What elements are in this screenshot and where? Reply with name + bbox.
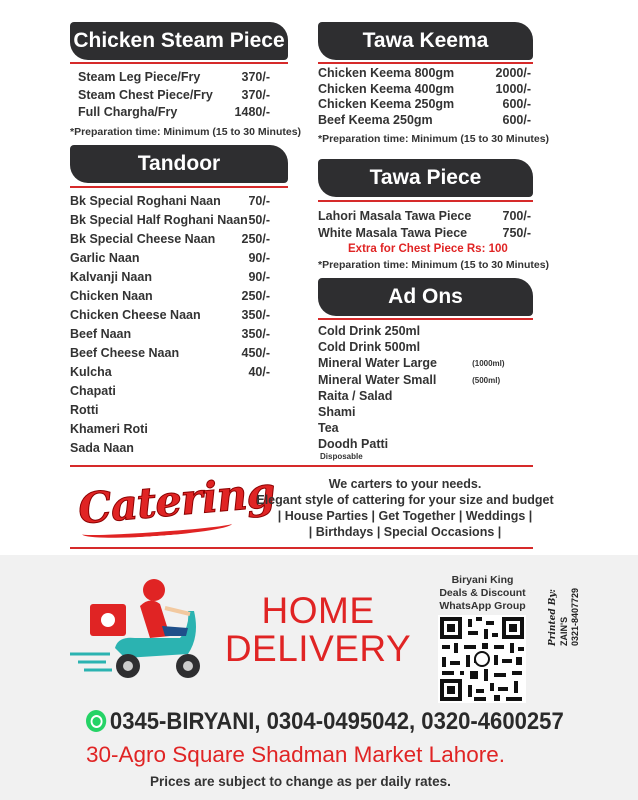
menu-item-price: 600/- xyxy=(502,112,531,127)
printed-by-label: Printed By: xyxy=(548,589,558,646)
qr-code[interactable] xyxy=(438,615,526,703)
home-delivery-line1: HOME xyxy=(261,590,375,631)
qr-title: Deals & Discount xyxy=(439,587,526,599)
menu-item xyxy=(318,421,531,437)
menu-item-name: Chapati xyxy=(70,384,116,398)
menu-item-price: 250/- xyxy=(241,232,270,246)
menu-item xyxy=(318,389,531,405)
section-divider xyxy=(70,547,533,549)
menu-item-price: 370/- xyxy=(241,87,270,102)
menu-item-price: 50/- xyxy=(248,213,270,227)
menu-item-price: 40/- xyxy=(248,365,270,379)
menu-item-name: Kalvanji Naan xyxy=(70,270,152,284)
menu-item-name: Steam Chest Piece/Fry xyxy=(78,87,213,102)
menu-item xyxy=(318,97,531,113)
menu-item xyxy=(318,324,531,340)
menu-item-price: 370/- xyxy=(241,70,270,84)
divider xyxy=(70,62,288,64)
extra-note: Extra for Chest Piece Rs: 100 xyxy=(348,243,508,255)
menu-item-price: 700/- xyxy=(502,209,531,223)
printed-by-name: ZAIN'S xyxy=(559,616,569,646)
menu-item xyxy=(70,346,270,362)
menu-item-name: Bk Special Cheese Naan xyxy=(70,232,216,246)
menu-item-name: Chicken Keema 800gm xyxy=(318,66,455,80)
printed-by-phone: 0321-8407729 xyxy=(570,587,580,646)
menu-item xyxy=(70,403,270,419)
menu-item xyxy=(78,70,270,86)
menu-item-price: 250/- xyxy=(241,289,270,303)
menu-item-name: Rotti xyxy=(70,403,99,417)
tawa-piece-header: Tawa Piece xyxy=(318,159,533,197)
menu-item xyxy=(318,82,531,98)
price-disclaimer: Prices are subject to change as per daily rates. xyxy=(150,774,451,789)
menu-item-name: Tea xyxy=(318,421,339,436)
menu-item xyxy=(318,373,531,389)
catering-line: | Birthdays | Special Occasions | xyxy=(308,525,502,539)
menu-item xyxy=(318,226,531,242)
home-delivery-line2: DELIVERY xyxy=(224,628,412,669)
menu-item-price: 70/- xyxy=(248,194,270,208)
section-divider xyxy=(70,465,533,467)
menu-item xyxy=(318,113,531,129)
catering-line: Elegant style of cattering for your size and budget xyxy=(256,493,554,507)
menu-item-name: Raita / Salad xyxy=(318,388,393,403)
menu-item-name: Cold Drink 250ml xyxy=(318,324,421,338)
menu-item-name: Bk Special Roghani Naan xyxy=(70,194,221,208)
address: 30-Agro Square Shadman Market Lahore. xyxy=(86,742,505,767)
whatsapp-icon xyxy=(86,710,106,732)
menu-item xyxy=(70,308,270,324)
menu-item-price: 450/- xyxy=(241,346,270,360)
menu-item xyxy=(70,232,270,248)
menu-item xyxy=(70,270,270,286)
menu-item-name: Chicken Keema 400gm xyxy=(318,81,455,96)
catering-line: | House Parties | Get Together | Weddings | xyxy=(277,509,533,523)
menu-item-name: Mineral Water Small xyxy=(318,372,437,387)
prep-note: *Preparation time: Minimum (15 to 30 Minutes) xyxy=(318,259,550,271)
menu-item-size: (1000ml) xyxy=(472,359,505,369)
divider xyxy=(70,186,288,188)
menu-item-name: Doodh Patti xyxy=(318,437,389,452)
menu-item xyxy=(318,356,531,372)
divider xyxy=(318,200,533,202)
menu-item-name: White Masala Tawa Piece xyxy=(318,226,468,240)
menu-item-name: Full Chargha/Fry xyxy=(78,105,178,119)
printed-by xyxy=(548,588,581,646)
menu-item-name: Garlic Naan xyxy=(70,251,140,265)
menu-item-price: 1480/- xyxy=(234,105,270,119)
divider xyxy=(318,62,533,64)
phone-text: 0345-BIRYANI, 0304-0495042, 0320-4600257 xyxy=(109,708,564,735)
tandoor-header: Tandoor xyxy=(70,145,288,183)
menu-item xyxy=(78,88,270,104)
catering-tagline: We carters to your needs. xyxy=(328,477,482,491)
menu-item-price: 350/- xyxy=(241,327,270,341)
menu-item xyxy=(318,405,531,421)
phone-numbers xyxy=(86,708,564,736)
menu-item xyxy=(70,213,270,229)
menu-item-name: Chicken Keema 250gm xyxy=(318,97,455,111)
menu-item-name: Shami xyxy=(318,405,356,419)
menu-item xyxy=(318,437,531,453)
add-ons-header: Ad Ons xyxy=(318,278,533,316)
prep-note: *Preparation time: Minimum (15 to 30 Minutes) xyxy=(70,126,302,138)
menu-item xyxy=(70,384,270,400)
menu-item-price: 1000/- xyxy=(495,81,531,96)
catering-logo: Catering xyxy=(76,467,277,534)
menu-item-name: Khameri Roti xyxy=(70,422,148,436)
scooter-illustration xyxy=(70,566,220,686)
menu-item xyxy=(70,289,270,305)
divider xyxy=(318,318,533,320)
menu-item-price: 600/- xyxy=(502,97,531,111)
menu-item-name: Chicken Naan xyxy=(70,289,153,303)
menu-item xyxy=(70,327,270,343)
menu-item-price: 90/- xyxy=(248,251,270,265)
menu-item xyxy=(70,251,270,267)
menu-item xyxy=(70,194,270,210)
menu-item-name: Cold Drink 500ml xyxy=(318,340,421,355)
qr-title: WhatsApp Group xyxy=(439,600,526,612)
menu-item-name: Beef Cheese Naan xyxy=(70,346,180,360)
menu-item-name: Lahori Masala Tawa Piece xyxy=(318,209,472,223)
menu-item-price: 90/- xyxy=(248,270,270,284)
menu-item-name: Steam Leg Piece/Fry xyxy=(78,70,201,84)
menu-item-name: Beef Naan xyxy=(70,327,132,341)
chicken-steam-header: Chicken Steam Piece xyxy=(70,22,288,60)
menu-item-name: Chicken Cheese Naan xyxy=(70,308,201,322)
menu-item-name: Kulcha xyxy=(70,365,112,379)
menu-item xyxy=(318,66,531,82)
menu-item-name: Mineral Water Large xyxy=(318,356,438,371)
menu-item xyxy=(318,340,531,356)
menu-item xyxy=(70,422,270,438)
menu-item-name: Beef Keema 250gm xyxy=(318,112,433,127)
menu-item-name: Sada Naan xyxy=(70,441,134,455)
menu-item-price: 2000/- xyxy=(495,66,531,80)
menu-item-size: (500ml) xyxy=(472,375,501,385)
menu-item-name: Bk Special Half Roghani Naan xyxy=(70,213,248,227)
menu-item-price: 350/- xyxy=(241,308,270,322)
tawa-keema-header: Tawa Keema xyxy=(318,22,533,60)
menu-item xyxy=(78,105,270,121)
menu-item xyxy=(70,365,270,381)
menu-item xyxy=(70,441,270,457)
prep-note: *Preparation time: Minimum (15 to 30 Minutes) xyxy=(318,133,550,145)
menu-item xyxy=(318,209,531,225)
qr-title: Biryani King xyxy=(451,574,514,586)
menu-item-price: 750/- xyxy=(502,226,531,240)
disposable-label: Disposable xyxy=(320,452,363,461)
